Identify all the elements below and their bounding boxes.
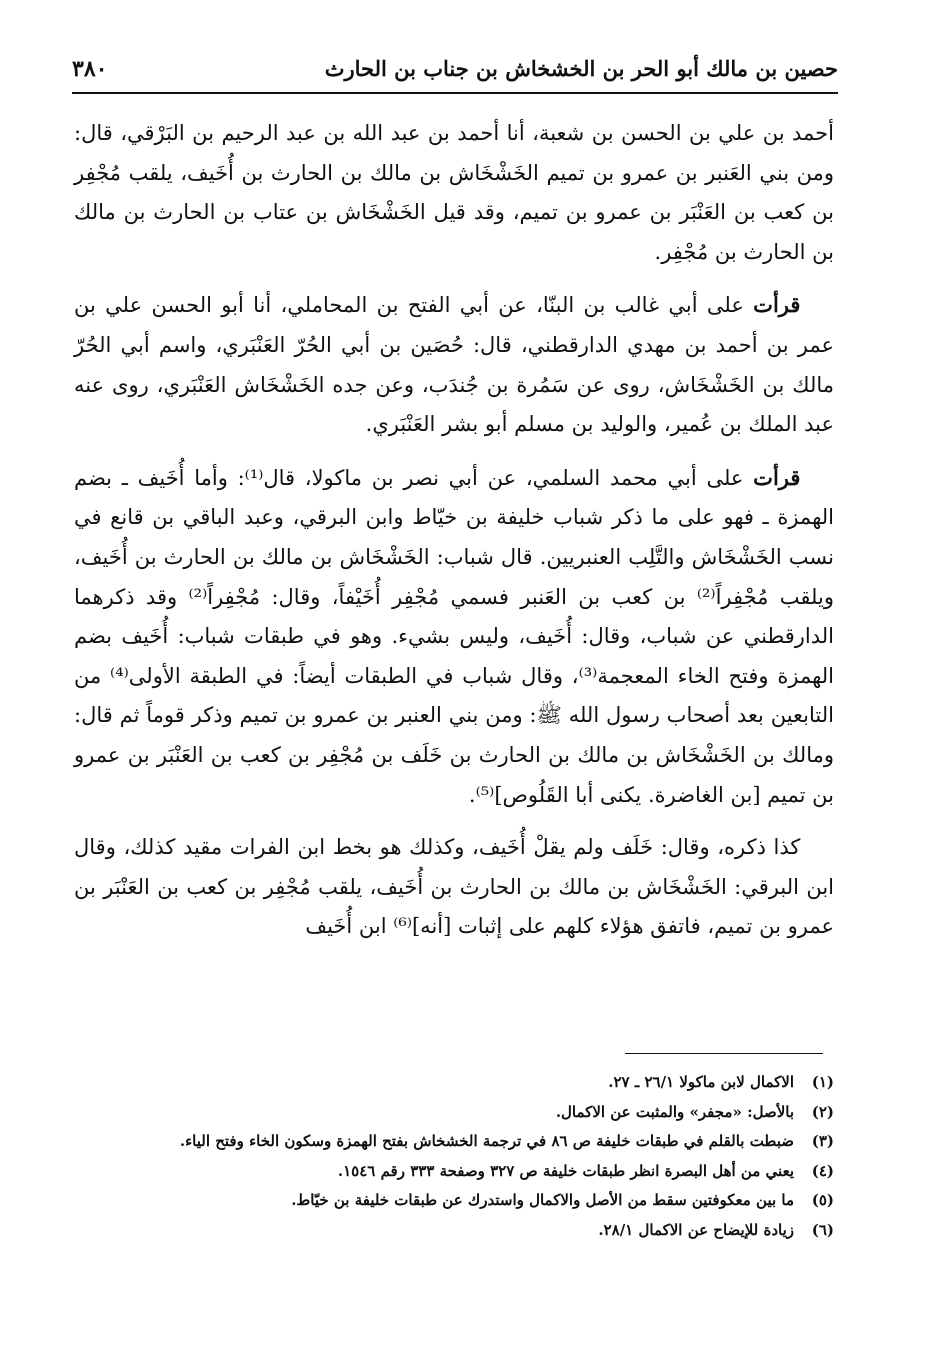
page-header: [72, 50, 838, 90]
footnotes: [74, 1068, 834, 1245]
footnote-divider: [625, 1053, 823, 1054]
footnote-text: الاكمال لابن ماكولا ٢٦/١ ـ ٢٧.: [608, 1073, 794, 1091]
footnote-number: (٢): [811, 1102, 834, 1121]
footnote: [74, 1068, 834, 1098]
footnote: [74, 1186, 834, 1216]
footnote-text: ضبطت بالقلم في طبقات خليفة ص ٨٦ في ترجمة الخشخاش بفتح الهمزة وسكون الخاء وفتح الياء.: [179, 1132, 794, 1150]
footnote: [74, 1098, 834, 1128]
footnote: [74, 1216, 834, 1246]
footnote-number: (٣): [811, 1132, 834, 1150]
footnote-text: بالأصل: «مجفر» والمثبت عن الاكمال.: [555, 1102, 794, 1121]
paragraph: [74, 285, 834, 444]
paragraph: [74, 114, 834, 272]
paragraph-text: على أبي محمد السلمي، عن أبي نصر بن ماكولا، قال⁽¹⁾: وأما أُخَيف ـ بضم الهمزة ـ فهو على ما ذكر شباب خليفة بن خيّاط وابن البرقي، وعبد الباقي بن قانع في نسب الخَشْخَاش والتَّلِب العنبريين. قال شباب: الخَشْخَاش بن مالك بن الحارث بن أُخَيف، ويلقب مُجْفِراً⁽²⁾ بن كعب بن العَنبر فسمي مُجْفِر أُخَيْفاً، وقال: مُجْفِراً⁽²⁾ وقد ذكرهما الدارقطني عن شباب، وقال: أُخَيف، وليس بشيء. وهو في طبقات شباب: أُخَيف بضم الهمزة وفتح الخاء المعجمة⁽³⁾، وقال شباب في الطبقات أيضاً: في الطبقة الأولى⁽⁴⁾ من التابعين بعد أصحاب رسول الله ﷺ: ومن بني العنبر بن عمرو بن تميم وذكر قوماً ثم قال: ومالك بن الخَشْخَاش بن مالك بن الحارث بن خَلَف بن مُجْفِر بن كعب بن العَنْبَر بن عمرو بن تميم [بن الغاضرة. يكنى أبا القَلُوص]⁽⁵⁾.: [74, 465, 835, 807]
paragraph-lead: قرأت: [753, 292, 801, 318]
footnote: [74, 1127, 834, 1157]
footnote-number: (٦): [811, 1220, 834, 1239]
main-text: [74, 114, 834, 960]
footnote: [74, 1157, 834, 1187]
footnote-text: يعني من أهل البصرة انظر طبقات خليفة ص ٣٢٧ وصفحة ٣٣٣ رقم ١٥٤٦.: [337, 1161, 794, 1180]
paragraph-lead: قرأت: [753, 464, 801, 490]
paragraph-text: أحمد بن علي بن الحسن بن شعبة، أنا أحمد بن عبد الله بن عبد الرحيم بن البَرْقي، قال: ومن بني العَنبر بن عمرو بن تميم الخَشْخَاش بن مالك بن الحارث بن أُخَيف، يلقب مُجْفِر بن كعب بن العَنْبَر بن عمرو بن تميم، وقد قيل الخَشْخَاش بن عتاب بن الحارث بن مالك بن الحارث بن مُجْفِر.: [74, 121, 834, 264]
paragraph: [74, 458, 834, 815]
footnote-number: (١): [811, 1073, 834, 1091]
page-number: ٣٨٠: [72, 56, 108, 82]
footnote-text: ما بين معكوفتين سقط من الأصل والاكمال واستدرك عن طبقات خليفة بن خيّاط.: [291, 1191, 794, 1209]
header-divider: [72, 92, 838, 94]
paragraph-text: على أبي غالب بن البنّا، عن أبي الفتح بن المحاملي، أنا أبو الحسن علي بن عمر بن أحمد بن مهدي الدارقطني، قال: حُصَين بن أبي الحُرّ العَنْبَري، واسم أبي الحُرّ مالك بن الخَشْخَاش، روى عن سَمُرة بن جُندَب، وعن جده الخَشْخَاش العَنْبَري، روى عنه عبد الملك بن عُمير، والوليد بن مسلم أبو بشر العَنْبَري.: [74, 293, 834, 437]
footnote-text: زيادة للإيضاح عن الاكمال ٢٨/١.: [598, 1220, 794, 1239]
footnote-number: (٤): [811, 1161, 834, 1180]
running-title: حصين بن مالك أبو الحر بن الخشخاش بن جناب بن الحارث: [324, 56, 838, 81]
paragraph: [74, 828, 834, 947]
footnote-number: (٥): [811, 1191, 834, 1209]
paragraph-text: كذا ذكره، وقال: خَلَف ولم يقلْ أُخَيف، وكذلك هو بخط ابن الفرات مقيد كذلك، وقال ابن البرقي: الخَشْخَاش بن مالك بن الحارث بن أُخَيف، يلقب مُجْفِر بن كعب بن العَنْبَر بن عمرو بن تميم، فاتفق هؤلاء كلهم على إثبات [أنه]⁽⁶⁾ ابن أُخَيف: [74, 835, 834, 939]
